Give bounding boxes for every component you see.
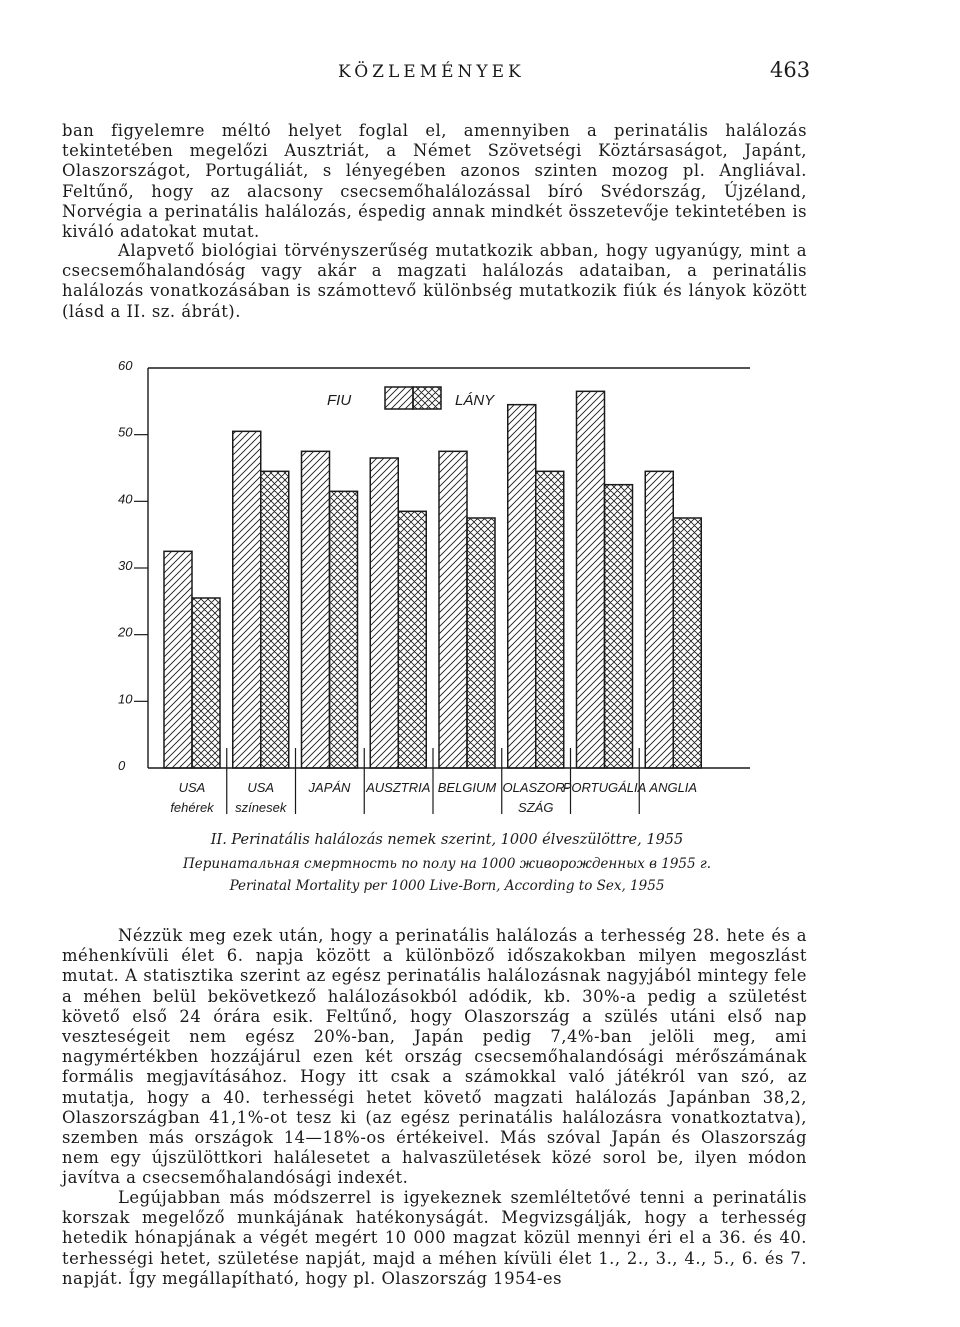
y-tick-label: 30 — [118, 558, 133, 573]
category-label: AUSZTRIA — [366, 780, 431, 795]
y-tick-label: 60 — [118, 358, 133, 373]
bar-boy — [302, 451, 330, 768]
category-label: JAPÁN — [308, 780, 351, 795]
paragraph: Alapvető biológiai törvényszerűség mutatkozik abban, hogy ugyanúgy, mint a csecsemőhalandóság vagy akár a magzati halálozás adataiban, a perinatális halálozás vonatkozásában is számottevő különbség mutatkozik fiúk és lányok között (lásd a II. sz. ábrát). — [62, 241, 807, 321]
y-tick-label: 50 — [118, 424, 133, 440]
category-label: ANGLIA — [649, 780, 698, 795]
category-label: SZÁG — [518, 800, 554, 815]
bar-boy — [508, 405, 536, 768]
category-label: fehérek — [170, 800, 214, 815]
bar-boy — [645, 471, 673, 768]
figure-caption-english: Perinatal Mortality per 1000 Live-Born, According to Sex, 1955 — [229, 878, 665, 894]
legend-swatch-girl — [413, 387, 441, 409]
paragraph: Legújabban más módszerrel is igyekeznek szemléltetővé tenni a perinatális korszak megelőző munkájának hatékonyságát. Megvizsgálják, hogy a terhesség hetedik hónapjának a végét megért 10 000 magzat közül mennyi éri el a 36. és 40. terhességi hetet, születése napját, majd a méhen kívüli élet 1., 2., 3., 4., 5., 6. és 7. napját. Így megállapítható, hogy pl. Olaszország 1954-es — [62, 1188, 807, 1288]
legend-label-girl: LÁNY — [455, 392, 495, 409]
bar-girl — [467, 518, 495, 768]
y-tick-label: 10 — [118, 691, 133, 707]
running-title: KÖZLEMÉNYEK — [338, 62, 525, 82]
category-label: PORTUGÁLIA — [562, 780, 647, 795]
category-label: BELGIUM — [437, 780, 497, 795]
bar-girl — [605, 485, 633, 768]
perinatal-mortality-bar-chart — [110, 340, 760, 820]
bar-girl — [330, 491, 358, 768]
page-number: 463 — [770, 58, 811, 82]
legend-swatch-boy — [385, 387, 413, 409]
bar-girl — [192, 598, 220, 768]
bar-boy — [439, 451, 467, 768]
paragraph: Nézzük meg ezek után, hogy a perinatális halálozás a terhesség 28. hete és a méhenkívüli élet 6. napja között a különböző időszakokban milyen megoszlást mutat. A statisztika szerint az egész perinatális halálozásnak nagyjából mintegy fele a méhen belül bekövetkező halálozásokból adódik, kb. 30%-a pedig a születést követő első 24 órára esik. Feltűnő, hogy Olaszország a szülés utáni első nap veszteségeit nem egész 20%-ban, Japán pedig 7,4%-ban jelöli meg, ami nagymértékben hozzájárul ezen két ország csecsemőhalandósági mérőszámának formális megjavításához. Hogy itt csak a számokkal való játékról van szó, az mutatja, hogy a 40. terhességi hetet követő magzati halálozás Japánban 38,2, Olaszországban 41,1%-ot tesz ki (az egész perinatális halálozásra vonatkoztatva), szemben más országok 14—18%-os értékeivel. Más szóval Japán és Olaszország nem egy újszülöttkori halálesetet a halvaszületések közé sorol be, ilyen módon javítva a csecsemőhalandósági indexét. — [62, 926, 807, 1188]
figure-caption-russian: Перинатальная смертность по полу на 1000 живорожденных в 1955 г. — [182, 856, 712, 872]
bar-boy — [233, 431, 261, 768]
bar-boy — [577, 391, 605, 768]
bar-girl — [673, 518, 701, 768]
figure-caption-hungarian: II. Perinatális halálozás nemek szerint, 1000 élveszülöttre, 1955 — [210, 832, 684, 848]
y-tick-label: 0 — [118, 758, 126, 773]
bar-girl — [261, 471, 289, 768]
category-label: színesek — [235, 800, 287, 815]
category-label: OLASZOR- — [502, 780, 569, 795]
bar-boy — [370, 458, 398, 768]
category-label: USA — [247, 780, 275, 795]
legend-label-boy: FIU — [327, 392, 352, 409]
category-label: USA — [178, 780, 206, 795]
paragraph: ban figyelemre méltó helyet foglal el, amennyiben a perinatális halálozás tekintetében megelőzi Ausztriát, a Német Szövetségi Köztársaságot, Japánt, Olaszországot, Portugáliát, s lényegében azonos szinten mozog pl. Angliával. Feltűnő, hogy az alacsony csecsemőhalálozással bíró Svédország, Újzéland, Norvégia a perinatális halálozás, éspedig annak mindkét összetevője tekintetében is kiváló adatokat mutat. — [62, 121, 807, 242]
bar-girl — [398, 511, 426, 768]
bar-boy — [164, 551, 192, 768]
y-tick-label: 20 — [118, 624, 133, 640]
bar-girl — [536, 471, 564, 768]
y-tick-label: 40 — [118, 491, 133, 507]
